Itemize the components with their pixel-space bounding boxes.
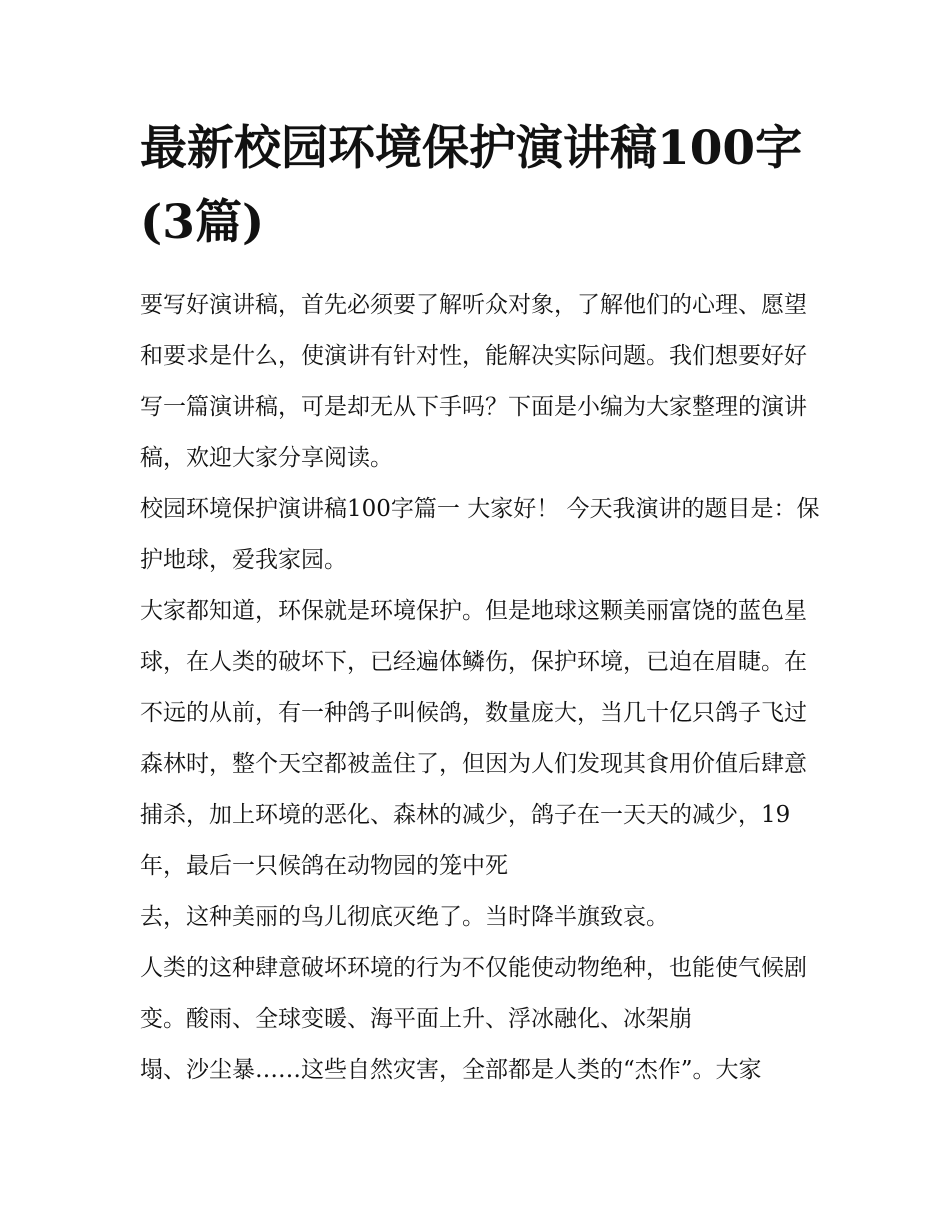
paragraph-intro: 要写好演讲稿，首先必须要了解听众对象，了解他们的心理、愿望和要求是什么，使演讲有针对性，能解决实际问题。我们想要好好写一篇演讲稿，可是却无从下手吗？下面是小编为大家整理的演讲稿，欢迎大家分享阅读。	[140, 292, 807, 471]
document-body	[140, 280, 820, 1096]
paragraph-climate: 人类的这种肆意破坏环境的行为不仅能使动物绝种，也能使气候剧变。酸雨、全球变暖、海平面上升、浮冰融化、冰架崩 塌、沙尘暴……这些自然灾害，全部都是人类的“杰作”。大家	[140, 955, 807, 1083]
paragraph-speech-opening: 校园环境保护演讲稿100字篇一 大家好！ 今天我演讲的题目是：保护地球，爱我家园。	[140, 496, 820, 573]
paragraph-pigeon-story: 大家都知道，环保就是环境保护。但是地球这颗美丽富饶的蓝色星球，在人类的破坏下，已经遍体鳞伤，保护环境，已迫在眉睫。在不远的从前，有一种鸽子叫候鸽，数量庞大，当几十亿只鸽子飞过森林时，整个天空都被盖住了，但因为人们发现其食用价值后肆意捕杀，加上环境的恶化、森林的减少，鸽子在一天天的减少，19年，最后一只候鸽在动物园的笼中死 去，这种美丽的鸟儿彻底灭绝了。当时降半旗致哀。	[140, 598, 807, 930]
document-title: 最新校园环境保护演讲稿100字(3篇)	[140, 121, 803, 250]
